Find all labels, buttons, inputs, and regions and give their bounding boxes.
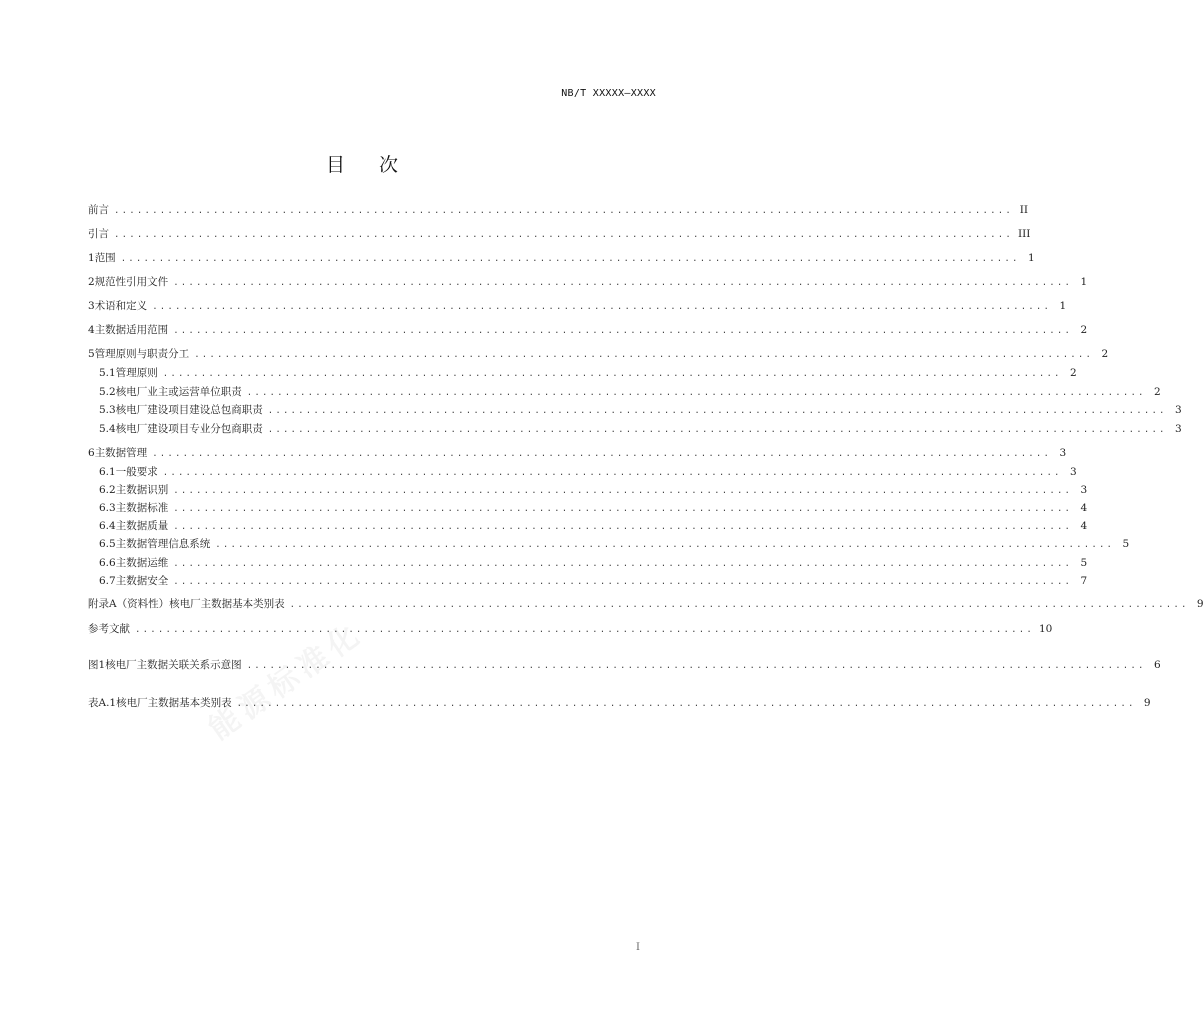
toc-entry-5-3[interactable]	[99, 403, 1182, 417]
toc-entry-page: 3	[1080, 484, 1088, 496]
toc-entry-6-7[interactable]	[99, 574, 1088, 588]
dot-leader: ......................................................................................................................	[267, 406, 1167, 416]
toc-entry-number: 5.3	[99, 404, 116, 416]
dot-leader: ......................................................................................................................	[120, 254, 1020, 264]
dot-leader: ......................................................................................................................	[267, 425, 1167, 435]
toc-entry-1[interactable]	[88, 251, 1035, 265]
toc-entry-number: 6.1	[99, 466, 116, 478]
toc-entry-text: 核电厂主数据基本类别表	[116, 697, 232, 709]
toc-entry-page: II	[1019, 204, 1028, 216]
toc-entry-page: 3	[1070, 466, 1077, 478]
toc-entry-page: 9	[1196, 598, 1204, 610]
toc-entry-page: 2	[1070, 367, 1077, 379]
dot-leader: ......................................................................................................................	[162, 468, 1062, 478]
toc-entry-5[interactable]	[88, 347, 1109, 361]
dot-leader: ......................................................................................................................	[173, 486, 1073, 496]
toc-entry-text: 核电厂建设项目专业分包商职责	[115, 423, 263, 435]
title-char-1: 目	[325, 154, 345, 176]
dot-leader: ......................................................................................................................	[173, 278, 1073, 288]
toc-entry-number: 3	[88, 300, 95, 312]
toc-entry-number: 附录A（资料性）	[88, 598, 170, 610]
toc-entry-5-2[interactable]	[99, 385, 1161, 399]
toc-entry-page: 2	[1101, 348, 1109, 360]
toc-entry-text: 规范性引用文件	[94, 276, 169, 288]
toc-entry-text: 核电厂主数据基本类别表	[169, 598, 285, 610]
document-code: NB/T XXXXX—XXXX	[561, 88, 656, 99]
toc-entry-number: 6.2	[99, 484, 116, 496]
dot-leader: ......................................................................................................................	[173, 522, 1073, 532]
toc-entry-text: 前言	[88, 204, 109, 216]
toc-entry-page: 6	[1153, 659, 1161, 671]
toc-entry-table-a1[interactable]	[88, 696, 1151, 710]
toc-entry-page: 1	[1080, 276, 1088, 288]
toc-entry-number: 图1	[88, 659, 106, 671]
toc-entry-introduction[interactable]	[88, 227, 1031, 241]
dot-leader: ......................................................................................................................	[152, 449, 1052, 459]
dot-leader: ......................................................................................................................	[152, 302, 1052, 312]
toc-entry-page: III	[1017, 228, 1031, 240]
toc-entry-text: 核电厂主数据关联关系示意图	[105, 659, 242, 671]
dot-leader: ......................................................................................................................	[173, 559, 1073, 569]
page-number: I	[636, 942, 640, 953]
toc-entry-number: 1	[88, 252, 95, 264]
toc-entry-4[interactable]	[88, 323, 1088, 337]
toc-entry-figure-1[interactable]	[88, 658, 1161, 672]
toc-entry-number: 6	[88, 447, 95, 459]
toc-entry-5-1[interactable]	[99, 366, 1077, 380]
toc-entry-number: 5.2	[99, 386, 116, 398]
toc-entry-page: 9	[1143, 697, 1151, 709]
dot-leader: ......................................................................................................................	[289, 600, 1189, 610]
dot-leader: ......................................................................................................................	[246, 388, 1146, 398]
page-title	[0, 150, 724, 177]
dot-leader: ......................................................................................................................	[135, 625, 1034, 635]
toc-entry-foreword[interactable]	[88, 203, 1028, 217]
toc-entry-page: 4	[1080, 520, 1088, 532]
toc-entry-text: 管理原则	[115, 367, 158, 379]
toc-entry-6-2[interactable]	[99, 483, 1088, 497]
toc-entry-6-1[interactable]	[99, 465, 1077, 479]
dot-leader: ......................................................................................................................	[162, 369, 1062, 379]
dot-leader: ......................................................................................................................	[194, 350, 1094, 360]
toc-entry-number: 5.4	[99, 423, 116, 435]
dot-leader: ......................................................................................................................	[114, 230, 1013, 240]
toc-entry-appendix-a[interactable]	[88, 597, 1204, 611]
toc-entry-text: 主数据标准	[115, 502, 169, 514]
toc-entry-text: 管理原则与职责分工	[94, 348, 190, 360]
toc-entry-number: 6.5	[99, 538, 116, 550]
toc-entry-text: 引言	[88, 228, 109, 240]
toc-entry-6-5[interactable]	[99, 537, 1130, 551]
dot-leader: ......................................................................................................................	[173, 504, 1073, 514]
toc-entry-text: 主数据安全	[115, 575, 169, 587]
toc-entry-text: 主数据管理信息系统	[115, 538, 211, 550]
toc-entry-text: 参考文献	[88, 623, 130, 635]
toc-entry-3[interactable]	[88, 299, 1067, 313]
toc-entry-text: 核电厂建设项目建设总包商职责	[115, 404, 263, 416]
toc-entry-page: 1	[1027, 252, 1035, 264]
toc-entry-page: 3	[1175, 423, 1182, 435]
toc-entry-number: 5	[88, 348, 95, 360]
toc-entry-page: 1	[1059, 300, 1067, 312]
toc-entry-5-4[interactable]	[99, 422, 1182, 436]
dot-leader: ......................................................................................................................	[173, 326, 1073, 336]
toc-entry-2[interactable]	[88, 275, 1088, 289]
toc-entry-text: 核电厂业主或运营单位职责	[115, 386, 242, 398]
dot-leader: ......................................................................................................................	[114, 206, 1013, 216]
toc-entry-text: 范围	[94, 252, 116, 264]
dot-leader: ......................................................................................................................	[173, 577, 1073, 587]
toc-entry-page: 7	[1080, 575, 1088, 587]
dot-leader: ......................................................................................................................	[215, 540, 1115, 550]
toc-entry-page: 2	[1154, 386, 1161, 398]
toc-entry-number: 6.3	[99, 502, 116, 514]
toc-entry-text: 术语和定义	[94, 300, 148, 312]
toc-entry-6[interactable]	[88, 446, 1067, 460]
toc-entry-page: 5	[1122, 538, 1130, 550]
toc-entry-references[interactable]	[88, 622, 1053, 636]
toc-entry-6-3[interactable]	[99, 501, 1088, 515]
toc-entry-page: 4	[1080, 502, 1088, 514]
toc-entry-number: 6.7	[99, 575, 116, 587]
toc-entry-6-4[interactable]	[99, 519, 1088, 533]
toc-entry-text: 主数据质量	[115, 520, 169, 532]
toc-entry-number: 5.1	[99, 367, 116, 379]
toc-entry-number: 2	[88, 276, 95, 288]
toc-entry-page: 3	[1175, 404, 1182, 416]
dot-leader: ......................................................................................................................	[236, 699, 1136, 709]
title-char-2: 次	[379, 154, 399, 176]
toc-entry-text: 主数据适用范围	[94, 324, 169, 336]
toc-entry-text: 主数据识别	[115, 484, 169, 496]
dot-leader: ......................................................................................................................	[246, 661, 1146, 671]
toc-entry-number: 6.4	[99, 520, 116, 532]
toc-entry-6-6[interactable]	[99, 556, 1088, 570]
toc-entry-number: 表A.1	[88, 697, 117, 709]
toc-entry-page: 10	[1038, 623, 1053, 635]
toc-entry-text: 一般要求	[115, 466, 158, 478]
toc-entry-page: 5	[1080, 557, 1088, 569]
toc-entry-number: 4	[88, 324, 95, 336]
toc-entry-text: 主数据管理	[94, 447, 148, 459]
toc-entry-text: 主数据运维	[115, 557, 169, 569]
toc-entry-page: 2	[1080, 324, 1088, 336]
toc-entry-number: 6.6	[99, 557, 116, 569]
toc-entry-page: 3	[1059, 447, 1067, 459]
